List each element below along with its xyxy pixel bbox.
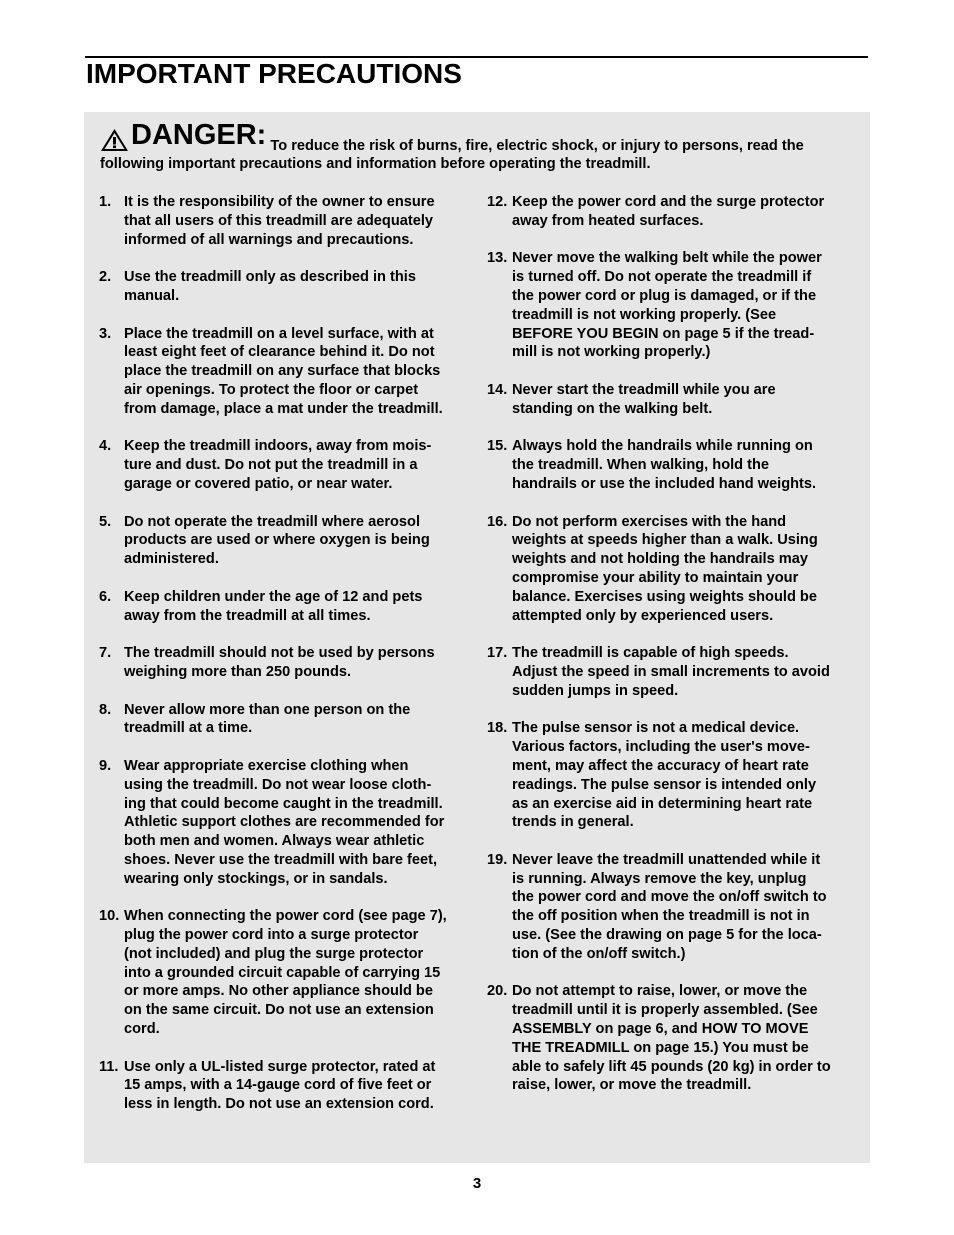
precaution-item: [99, 1058, 471, 1114]
item-number: 2.: [99, 269, 112, 286]
item-text: The treadmill should not be used by persons weighing more than 250 pounds.: [124, 645, 435, 680]
item-number: 17.: [487, 645, 508, 662]
right-column: [487, 193, 859, 1114]
precaution-item: [99, 907, 471, 1039]
page-number: 3: [472, 1175, 482, 1192]
item-text: Never leave the treadmill unattended while it is running. Always remove the key, unplug the power cord and move the on/off switch to the off position when the treadmill is not in use. (See the drawing on page 5 for the loca- tion of the on/off switch.): [512, 851, 827, 962]
item-number: 16.: [487, 513, 508, 530]
warning-triangle-icon: [100, 128, 129, 152]
left-column: [99, 193, 471, 1133]
precaution-item: [487, 437, 859, 493]
item-number: 18.: [487, 720, 508, 737]
danger-block: [100, 120, 855, 173]
item-number: 15.: [487, 438, 508, 455]
item-text: Never move the walking belt while the power is turned off. Do not operate the treadmill if the power cord or plug is damaged, or if the treadmill is not working properly. (See BEFORE YOU BEGIN on page 5 if the tread- mill is not working properly.): [512, 250, 822, 361]
precaution-item: [487, 193, 859, 231]
precaution-item: [487, 982, 859, 1095]
item-number: 10.: [99, 908, 120, 925]
danger-heading: [100, 120, 266, 150]
item-text: Keep the power cord and the surge protector away from heated surfaces.: [512, 194, 825, 229]
item-number: 4.: [99, 438, 112, 455]
item-number: 3.: [99, 325, 112, 342]
item-number: 8.: [99, 701, 112, 718]
precaution-item: [99, 588, 471, 626]
item-number: 14.: [487, 381, 508, 398]
precaution-item: [487, 851, 859, 964]
precaution-item: [487, 644, 859, 700]
precaution-item: [99, 757, 471, 889]
precaution-item: [99, 437, 471, 493]
item-text: Never allow more than one person on the treadmill at a time.: [124, 701, 411, 737]
item-text: The pulse sensor is not a medical device. Various factors, including the user's move- ment, may affect the accuracy of heart rate readings. The pulse sensor is intended only as an exercise aid in determining heart rate trends in general.: [512, 720, 817, 831]
item-text: The treadmill is capable of high speeds. Adjust the speed in small increments to avoid sudden jumps in speed.: [512, 645, 830, 699]
item-number: 20.: [487, 983, 508, 1000]
item-text: Use the treadmill only as described in this manual.: [124, 269, 416, 304]
item-text: It is the responsibility of the owner to ensure that all users of this treadmill are adequately informed of all warnings and precautions.: [124, 194, 435, 248]
precaution-item: [99, 268, 471, 306]
item-text: Place the treadmill on a level surface, with at least eight feet of clearance behind it. Do not place the treadmill on any surface that blocks air openings. To protect the floor or carpet from damage, place a mat under the treadmill.: [124, 325, 443, 417]
item-number: 12.: [487, 194, 508, 210]
precaution-item: [487, 513, 859, 626]
precaution-item: [99, 325, 471, 419]
item-number: 7.: [99, 645, 112, 662]
precaution-item: [99, 513, 471, 569]
item-number: 1.: [99, 194, 112, 210]
page-title: IMPORTANT PRECAUTIONS: [86, 58, 462, 89]
item-number: 19.: [487, 851, 508, 868]
item-text: Use only a UL-listed surge protector, rated at 15 amps, with a 14-gauge cord of five feet or less in length. Do not use an extension cord.: [124, 1058, 436, 1113]
item-text: Keep children under the age of 12 and pets away from the treadmill at all times.: [124, 588, 423, 624]
precaution-item: [99, 701, 471, 739]
item-text: Wear appropriate exercise clothing when using the treadmill. Do not wear loose cloth- ing that could become caught in the treadmill. Athletic support clothes are recommended for both men and women. Always wear athletic shoes. Never use the treadmill with bare feet, wearing only stockings, or in sandals.: [124, 757, 445, 887]
item-number: 11.: [99, 1058, 119, 1075]
item-number: 9.: [99, 757, 112, 774]
item-text: Do not perform exercises with the hand weights at speeds higher than a walk. Using weights and not holding the handrails may compromise your ability to maintain your balance. Exercises using weights should be attempted only by experienced users.: [512, 513, 818, 624]
precaution-item: [99, 193, 471, 249]
item-text: Never start the treadmill while you are standing on the walking belt.: [512, 381, 776, 417]
precaution-item: [487, 719, 859, 832]
item-number: 13.: [487, 250, 508, 267]
item-text: When connecting the power cord (see page 7), plug the power cord into a surge protector (not included) and plug the surge protector into a grounded circuit capable of carrying 15 or more amps. No other appliance should be on the same circuit. Do not use an extension cord.: [124, 908, 447, 1038]
danger-label: DANGER:: [131, 119, 267, 151]
item-text: Do not attempt to raise, lower, or move the treadmill until it is properly assembled. (See ASSEMBLY on page 6, and HOW TO MOVE THE TREADMILL on page 15.) You must be able to safely lift 45 pounds (20 kg) in order to raise, lower, or move the treadmill.: [512, 983, 831, 1094]
item-text: Always hold the handrails while running on the treadmill. When walking, hold the handrails or use the included hand weights.: [512, 438, 817, 492]
item-text: Do not operate the treadmill where aerosol products are used or where oxygen is being administered.: [124, 513, 430, 568]
item-number: 5.: [99, 513, 112, 530]
precaution-item: [487, 381, 859, 419]
danger-text: To reduce the risk of burns, fire, electric shock, or injury to persons, read the following important precautions and information before operating the treadmill.: [100, 138, 804, 172]
item-number: 6.: [99, 588, 112, 605]
item-text: Keep the treadmill indoors, away from mois- ture and dust. Do not put the treadmill in a garage or covered patio, or near water.: [124, 438, 432, 492]
precaution-item: [99, 644, 471, 682]
precaution-item: [487, 249, 859, 362]
